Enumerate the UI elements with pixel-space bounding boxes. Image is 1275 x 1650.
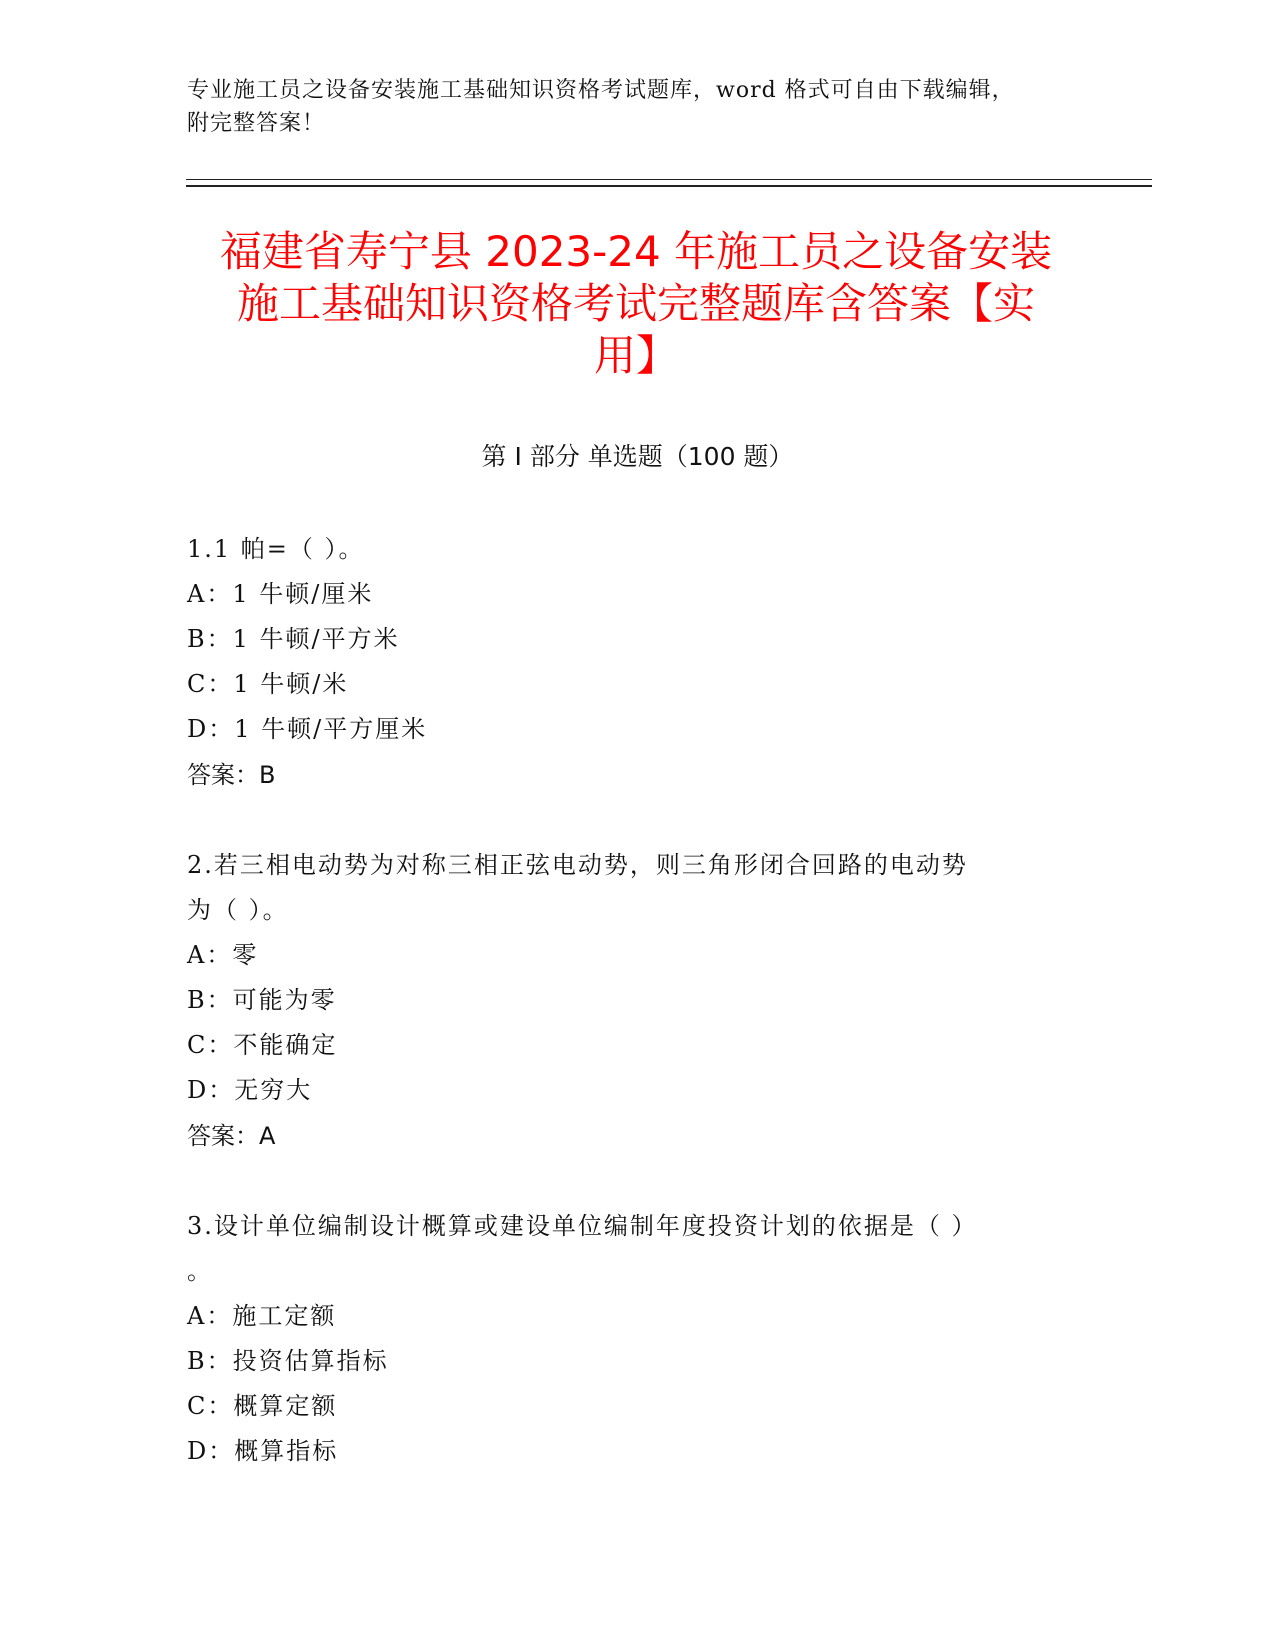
title-line-1: 福建省寿宁县 2023-24 年施工员之设备安装 — [219, 227, 1053, 276]
option-c: C：概算定额 — [187, 1392, 338, 1420]
question-stem-continued: 。 — [187, 1257, 213, 1285]
question-stem: 1.1 帕=（ ）。 — [187, 535, 365, 563]
document-title — [186, 226, 1086, 382]
question-stem: 3.设计单位编制设计概算或建设单位编制年度投资计划的依据是（ ） — [187, 1212, 978, 1240]
option-d: D：无穷大 — [187, 1076, 313, 1104]
answer-text: 答案：B — [187, 761, 276, 789]
header-note — [187, 74, 1087, 140]
option-c: C：1 牛顿/米 — [187, 670, 349, 698]
header-divider-thin — [186, 179, 1152, 180]
option-d: D：1 牛顿/平方厘米 — [187, 715, 428, 743]
question-2 — [187, 843, 1067, 1159]
title-line-3: 用】 — [593, 331, 678, 380]
option-a: A：零 — [187, 941, 259, 969]
option-b: B：投资估算指标 — [187, 1347, 389, 1375]
option-a: A：1 牛顿/厘米 — [187, 580, 374, 608]
title-line-2: 施工基础知识资格考试完整题库含答案【实 — [236, 279, 1035, 328]
option-b: B：可能为零 — [187, 986, 337, 1014]
question-stem: 2.若三相电动势为对称三相正弦电动势，则三角形闭合回路的电动势 — [187, 851, 968, 879]
question-list — [187, 527, 1067, 1519]
section-heading: 第 I 部分 单选题（100 题） — [481, 442, 794, 471]
header-divider-thick — [186, 185, 1152, 187]
header-note-line-2: 附完整答案！ — [187, 111, 326, 136]
question-stem-continued: 为（ ）。 — [187, 896, 289, 924]
option-a: A：施工定额 — [187, 1302, 337, 1330]
option-b: B：1 牛顿/平方米 — [187, 625, 400, 653]
answer-text: 答案：A — [187, 1122, 276, 1150]
option-c: C：不能确定 — [187, 1031, 338, 1059]
question-3 — [187, 1204, 1067, 1474]
header-note-line-1: 专业施工员之设备安装施工基础知识资格考试题库，word 格式可自由下载编辑， — [187, 78, 1015, 103]
question-1 — [187, 527, 1067, 798]
option-d: D：概算指标 — [187, 1437, 339, 1465]
